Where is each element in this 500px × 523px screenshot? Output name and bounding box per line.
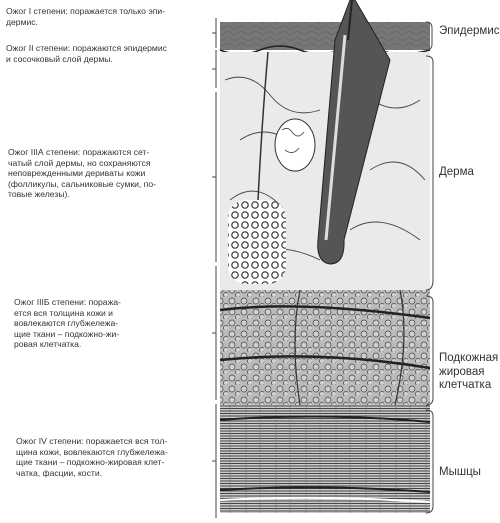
- burn-degree-3b-line-5: ровая клетчатка.: [14, 339, 82, 350]
- burn-degree-3b-line-4: щие ткани – подкожно-жи-: [14, 328, 120, 339]
- burn-degree-3b-line-2: ется вся толщина кожи и: [14, 307, 113, 318]
- burn-degree-4-line-3: щие ткани – подкожно-жировая клет-: [16, 457, 165, 468]
- burn-degree-3b-line-3: вовлекаются глубжележа-: [14, 318, 119, 329]
- subcutaneous-label-line-1: Подкожная: [439, 352, 499, 364]
- burn-degree-4-description: [16, 436, 208, 478]
- burn-degree-3a-line-4: (фолликулы, сальниковые сумки, по-: [8, 178, 156, 189]
- sebaceous-gland: [275, 119, 315, 171]
- burn-degree-3a-description: [8, 147, 208, 200]
- burn-degree-2-line-2: и сосочковый слой дермы.: [6, 53, 113, 64]
- burn-degree-4-line-2: щина кожи, вовлекаются глубжележа-: [16, 446, 168, 457]
- burn-degree-3b-description: [14, 297, 204, 350]
- burn-degree-1-line-1: Ожог I степени: поражается только эпи-: [6, 6, 166, 16]
- burn-degree-2-line-1: Ожог II степени: поражаются эпидермис: [6, 43, 167, 53]
- subcutaneous-label-line-2: жировая: [439, 365, 485, 378]
- burn-depth-brackets: [212, 18, 216, 518]
- burn-degree-3a-line-2: чатый слой дермы, но сохраняются: [8, 157, 151, 168]
- muscles-label: Мышцы: [439, 466, 481, 478]
- subcutaneous-fat-label: [439, 352, 498, 393]
- burn-degree-1-description: [6, 6, 211, 27]
- burn-degree-4-line-4: чатка, фасции, кости.: [16, 467, 103, 478]
- burn-degree-2-description: [6, 43, 211, 64]
- burn-degree-3b-line-1: Ожог IIIБ степени: поража-: [14, 297, 121, 307]
- subcutaneous-label-line-3: клетчатка: [439, 379, 492, 391]
- epidermis-layer: [220, 22, 430, 54]
- burn-degree-3a-line-5: товые железы).: [8, 189, 70, 200]
- burn-degree-1-line-2: дермис.: [6, 16, 38, 27]
- epidermis-label: Эпидермис: [439, 25, 500, 37]
- burn-degree-4-line-1: Ожог IV степени: поражается вся тол-: [16, 436, 168, 446]
- burn-degree-3a-line-3: неповрежденными дериваты кожи: [8, 168, 146, 179]
- dermis-label: Дерма: [439, 166, 474, 178]
- burn-degree-3a-line-1: Ожог IIIА степени: поражаются сет-: [8, 147, 150, 157]
- muscle-layer: [220, 405, 430, 513]
